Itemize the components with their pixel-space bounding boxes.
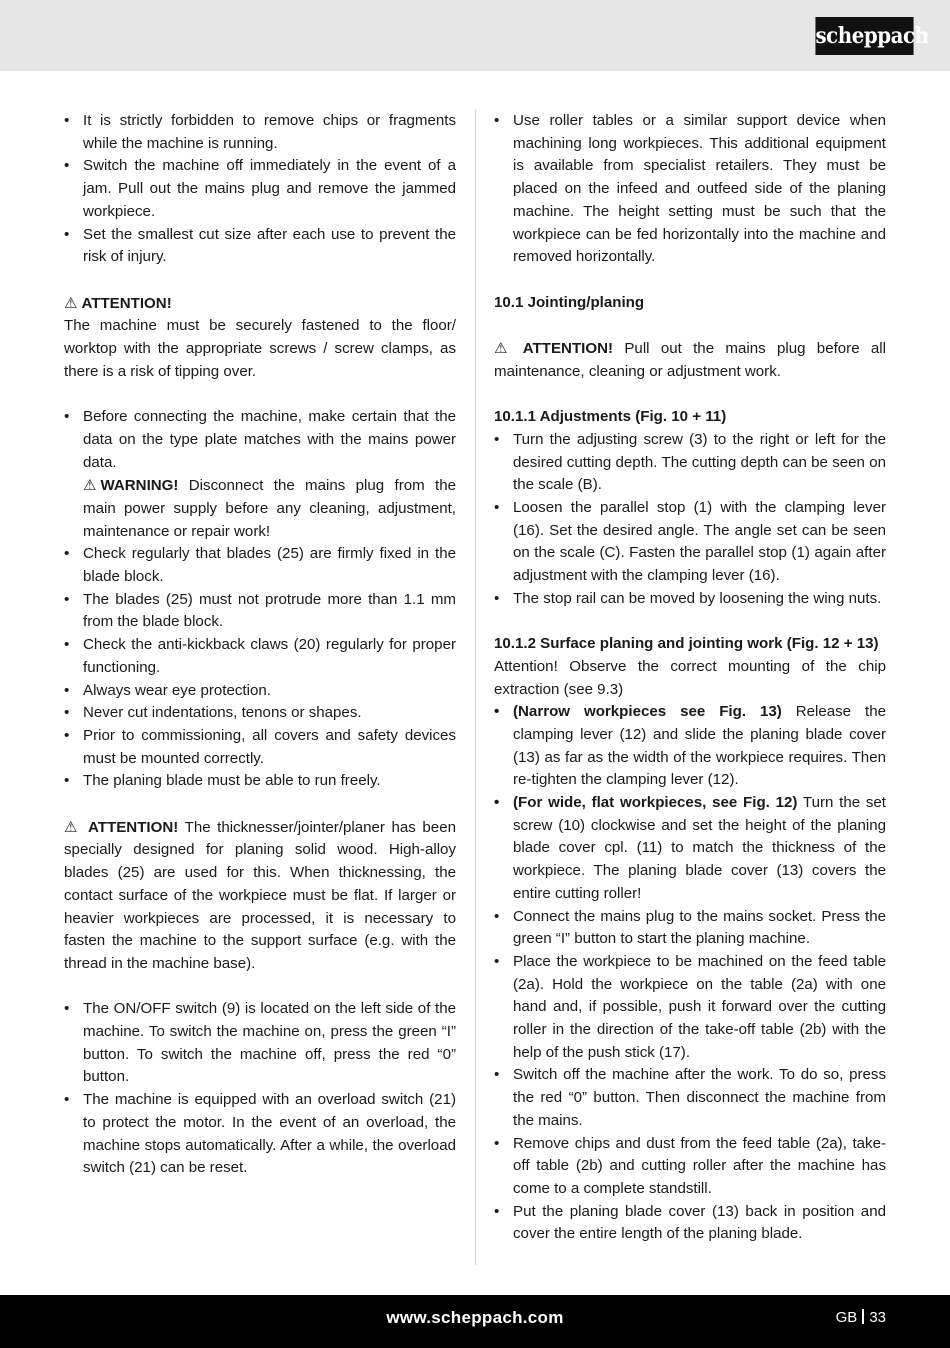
safety-list-1 bbox=[64, 110, 456, 269]
list-item: • Never cut indentations, tenons or shapes. bbox=[64, 702, 456, 725]
attention-text: Pull out the mains plug before all maintenance, cleaning or adjustment work. bbox=[494, 340, 886, 380]
list-item: • Always wear eye protection. bbox=[64, 680, 456, 703]
list-item: • Switch the machine off immediately in the event of a jam. Pull out the mains plug and remove the jammed workpiece. bbox=[64, 155, 456, 223]
list-item: • Set the smallest cut size after each use to prevent the risk of injury. bbox=[64, 224, 456, 269]
warning-triangle-icon: ⚠ bbox=[494, 339, 508, 357]
operation-list bbox=[494, 906, 886, 1247]
list-item: • The blades (25) must not protrude more than 1.1 mm from the blade block. bbox=[64, 589, 456, 634]
attention-text: The thicknesser/jointer/planer has been specially designed for planing solid wood. High-alloy blades (25) are used for this. When thicknessing, the contact surface of the workpiece must be flat. If larger or heavier workpieces are processed, it is necessary to fasten the machine to the support surface (e.g. with the thread in the machine base). bbox=[64, 818, 456, 972]
switch-list bbox=[64, 998, 456, 1180]
list-item: • It is strictly forbidden to remove chips or fragments while the machine is running. bbox=[64, 110, 456, 155]
list-item: • Connect the mains plug to the mains socket. Press the green “I” button to start the planing machine. bbox=[494, 906, 886, 951]
workpiece-list bbox=[494, 701, 886, 905]
scheppach-logo: scheppach bbox=[815, 17, 913, 55]
intro-text: Attention! Observe the correct mounting of the chip extraction (see 9.3) bbox=[494, 657, 886, 698]
adjustments-list bbox=[494, 429, 886, 611]
page-header bbox=[0, 0, 950, 71]
support-list bbox=[494, 110, 886, 269]
list-item: • Use roller tables or a similar support device when machining long workpieces. This additional equipment is available from specialist retailers. They must be placed on the infeed and outfeed side of the planing machine. The height setting must be such that the workpiece can be fed horizontally into the machine and removed horizontally. bbox=[494, 110, 886, 269]
page-number: 33 bbox=[869, 1309, 886, 1326]
warning-text: Disconnect the mains plug from the main power supply before any cleaning, adjustment, maintenance or repair work! bbox=[83, 477, 456, 540]
section-title: 10.1 Jointing/planing bbox=[494, 293, 645, 311]
attention-label: ATTENTION! bbox=[522, 340, 614, 357]
list-item: • Check the anti-kickback claws (20) regularly for proper functioning. bbox=[64, 634, 456, 679]
list-item: • (Narrow workpieces see Fig. 13) Release the clamping lever (12) and slide the planing blade cover (13) as far as the width of the workpiece requires. Then re-tighten the clamping lever (12). bbox=[494, 701, 886, 792]
separator bbox=[862, 1309, 864, 1324]
list-item: • Prior to commissioning, all covers and safety devices must be mounted correctly. bbox=[64, 725, 456, 770]
warning-label: WARNING! bbox=[100, 477, 179, 495]
list-item: • Put the planing blade cover (13) back in position and cover the entire length of the planing blade. bbox=[494, 1201, 886, 1246]
website-link[interactable]: www.scheppach.com bbox=[386, 1308, 564, 1327]
list-item: • Before connecting the machine, make certain that the data on the type plate matches with the mains power data. ⚠ WARNING! Disconnect the mains plug from the main power supply before any cleaning, adjustment, maintenance or repair work! bbox=[64, 406, 456, 543]
list-item: • (For wide, flat workpieces, see Fig. 12) Turn the set screw (10) clockwise and set the height of the planing blade cover cpl. (11) to match the thickness of the workpiece. The planing blade cover (13) covers the entire cutting roller! bbox=[494, 792, 886, 906]
warning-triangle-icon: ⚠ bbox=[64, 293, 78, 312]
list-item: • Remove chips and dust from the feed table (2a), take-off table (2b) and cutting roller after the machine has come to a complete standstill. bbox=[494, 1133, 886, 1201]
warning-triangle-icon: ⚠ bbox=[83, 476, 97, 495]
right-column bbox=[494, 110, 886, 1246]
left-column bbox=[64, 110, 456, 1180]
attention-paragraph bbox=[494, 337, 886, 383]
subsection-title: 10.1.2 Surface planing and jointing work (Fig. 12 + 13) bbox=[494, 635, 879, 653]
page-footer bbox=[0, 1295, 950, 1348]
list-item: • The stop rail can be moved by loosening the wing nuts. bbox=[494, 588, 886, 611]
attention-text: The machine must be securely fastened to the floor/ worktop with the appropriate screws / screw clamps, as there is a risk of tipping over. bbox=[64, 317, 456, 380]
list-item: • Check regularly that blades (25) are firmly fixed in the blade block. bbox=[64, 543, 456, 588]
page-indicator bbox=[836, 1295, 886, 1341]
warning-triangle-icon: ⚠ bbox=[64, 817, 78, 836]
language-code: GB bbox=[835, 1309, 858, 1326]
list-item: • Switch off the machine after the work. To do so, press the red “0” button. Then disconnect the machine from the mains. bbox=[494, 1064, 886, 1132]
list-item: • The ON/OFF switch (9) is located on the left side of the machine. To switch the machine on, press the green “I” button. To switch the machine off, press the red “0” button. bbox=[64, 998, 456, 1089]
safety-list-2 bbox=[64, 406, 456, 793]
column-divider bbox=[475, 110, 476, 1265]
attention-label: ATTENTION! bbox=[88, 818, 179, 836]
subsection-title: 10.1.1 Adjustments (Fig. 10 + 11) bbox=[494, 408, 727, 426]
list-item: • Loosen the parallel stop (1) with the clamping lever (16). Set the desired angle. The angle set can be seen on the scale (C). Fasten the parallel stop (1) again after adjustment with the clamping lever (16). bbox=[494, 497, 886, 588]
attention-paragraph bbox=[64, 816, 456, 976]
attention-heading: ⚠ ATTENTION! bbox=[64, 292, 456, 316]
list-item: • The machine is equipped with an overload switch (21) to protect the motor. In the event of an overload, the machine stops automatically. After a while, the overload switch (21) can be reset. bbox=[64, 1089, 456, 1180]
list-item: • Place the workpiece to be machined on the feed table (2a). Hold the workpiece on the table (2a) with one hand and, if possible, push it forward over the cutting roller in the direction of the take-off table (2b) with the help of the push stick (17). bbox=[494, 951, 886, 1065]
list-item: • The planing blade must be able to run freely. bbox=[64, 770, 456, 793]
list-item: • Turn the adjusting screw (3) to the right or left for the desired cutting depth. The cutting depth can be seen on the scale (B). bbox=[494, 429, 886, 497]
